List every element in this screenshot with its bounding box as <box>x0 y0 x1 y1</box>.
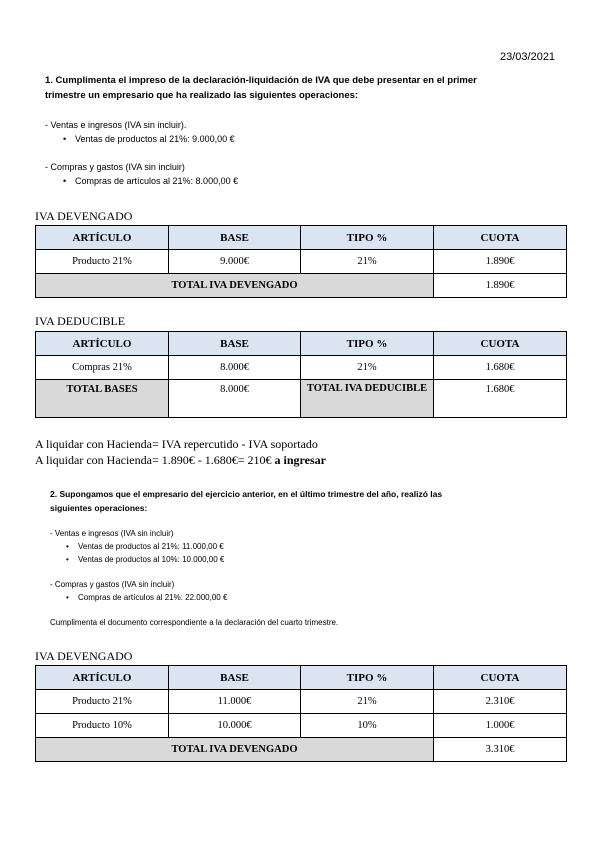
iva-devengado-table-2 <box>35 665 567 762</box>
q2-compras-header: - Compras y gastos (IVA sin incluir) <box>50 580 175 589</box>
col-header-cuota: CUOTA <box>434 666 567 690</box>
table-row <box>36 714 567 738</box>
total-label: TOTAL IVA DEVENGADO <box>36 738 434 762</box>
q2-title-line2: siguientes operaciones: <box>50 503 148 513</box>
cell-base: 11.000€ <box>169 690 301 714</box>
q1-compras-header: - Compras y gastos (IVA sin incluir) <box>45 162 185 172</box>
q2-ventas-header: - Ventas e ingresos (IVA sin incluir) <box>50 529 174 538</box>
cell-tipo: 21% <box>301 250 434 274</box>
cell-cuota: 1.680€ <box>434 356 567 380</box>
cell-cuota: 1.890€ <box>434 250 567 274</box>
total-iva-deducible-value: 1.680€ <box>434 380 567 418</box>
total-bases-label: TOTAL BASES <box>36 380 169 418</box>
total-value: 3.310€ <box>434 738 567 762</box>
q2-compras-item: • Compras de artículos al 21%: 22.000,00 € <box>50 591 227 604</box>
q2-ventas-item1: • Ventas de productos al 21%: 11.000,00 € <box>50 540 224 553</box>
table2-label: IVA DEDUCIBLE <box>35 314 126 328</box>
total-row <box>36 738 567 762</box>
q1-title-line1: 1. Cumplimenta el impreso de la declaración-liquidación de IVA que debe presentar en el primer <box>45 75 477 86</box>
col-header-cuota: CUOTA <box>434 332 567 356</box>
col-header-base: BASE <box>169 666 301 690</box>
col-header-base: BASE <box>169 226 301 250</box>
col-header-articulo: ARTÍCULO <box>36 226 169 250</box>
q1-compras <box>45 160 238 188</box>
q2-title-line1: 2. Supongamos que el empresario del ejercicio anterior, en el último trimestre del año, realizó las <box>50 489 443 499</box>
iva-deducible-table <box>35 331 567 418</box>
q2-instruction: Cumplimenta el documento correspondiente a la declaración del cuarto trimestre. <box>50 618 339 627</box>
q2-ventas-item2: • Ventas de productos al 10%: 10.000,00 € <box>50 553 224 566</box>
q2-title <box>50 487 442 515</box>
q1-ventas-item: • Ventas de productos al 21%: 9.000,00 € <box>45 132 235 146</box>
total-label: TOTAL IVA DEVENGADO <box>36 274 434 298</box>
table-row <box>36 250 567 274</box>
col-header-articulo: ARTÍCULO <box>36 666 169 690</box>
q1-title-line2: trimestre un empresario que ha realizado las siguientes operaciones: <box>45 90 359 101</box>
q2-ventas <box>50 527 224 566</box>
cell-tipo: 21% <box>301 690 434 714</box>
document-date: 23/03/2021 <box>500 51 556 63</box>
liquidacion-line1: A liquidar con Hacienda= IVA repercutido - IVA soportado <box>35 437 318 451</box>
q1-ventas-header: - Ventas e ingresos (IVA sin incluir). <box>45 120 187 130</box>
liquidacion-line2: A liquidar con Hacienda= 1.890€ - 1.680€= 210€ a ingresar <box>35 453 326 467</box>
iva-devengado-table-1 <box>35 225 567 298</box>
table-row <box>36 690 567 714</box>
cell-tipo: 10% <box>301 714 434 738</box>
a-ingresar: a ingresar <box>274 453 326 467</box>
cell-base: 9.000€ <box>169 250 301 274</box>
cell-articulo: Compras 21% <box>36 356 169 380</box>
cell-base: 10.000€ <box>169 714 301 738</box>
table1-label: IVA DEVENGADO <box>35 209 133 223</box>
total-iva-deducible-label: TOTAL IVA DEDUCIBLE <box>301 380 434 418</box>
total-value: 1.890€ <box>434 274 567 298</box>
q1-compras-item: • Compras de artículos al 21%: 8.000,00 € <box>45 174 238 188</box>
col-header-articulo: ARTÍCULO <box>36 332 169 356</box>
cell-cuota: 2.310€ <box>434 690 567 714</box>
cell-articulo: Producto 21% <box>36 250 169 274</box>
table-row <box>36 356 567 380</box>
liquidacion <box>35 436 326 468</box>
col-header-cuota: CUOTA <box>434 226 567 250</box>
table3-label: IVA DEVENGADO <box>35 649 133 663</box>
total-row <box>36 274 567 298</box>
cell-cuota: 1.000€ <box>434 714 567 738</box>
cell-tipo: 21% <box>301 356 434 380</box>
col-header-tipo: TIPO % <box>301 226 434 250</box>
cell-articulo: Producto 10% <box>36 714 169 738</box>
q1-ventas <box>45 118 235 146</box>
total-bases-value: 8.000€ <box>169 380 301 418</box>
cell-articulo: Producto 21% <box>36 690 169 714</box>
total-row <box>36 380 567 418</box>
q2-compras <box>50 578 227 604</box>
cell-base: 8.000€ <box>169 356 301 380</box>
col-header-base: BASE <box>169 332 301 356</box>
col-header-tipo: TIPO % <box>301 332 434 356</box>
q1-title <box>45 73 477 103</box>
col-header-tipo: TIPO % <box>301 666 434 690</box>
